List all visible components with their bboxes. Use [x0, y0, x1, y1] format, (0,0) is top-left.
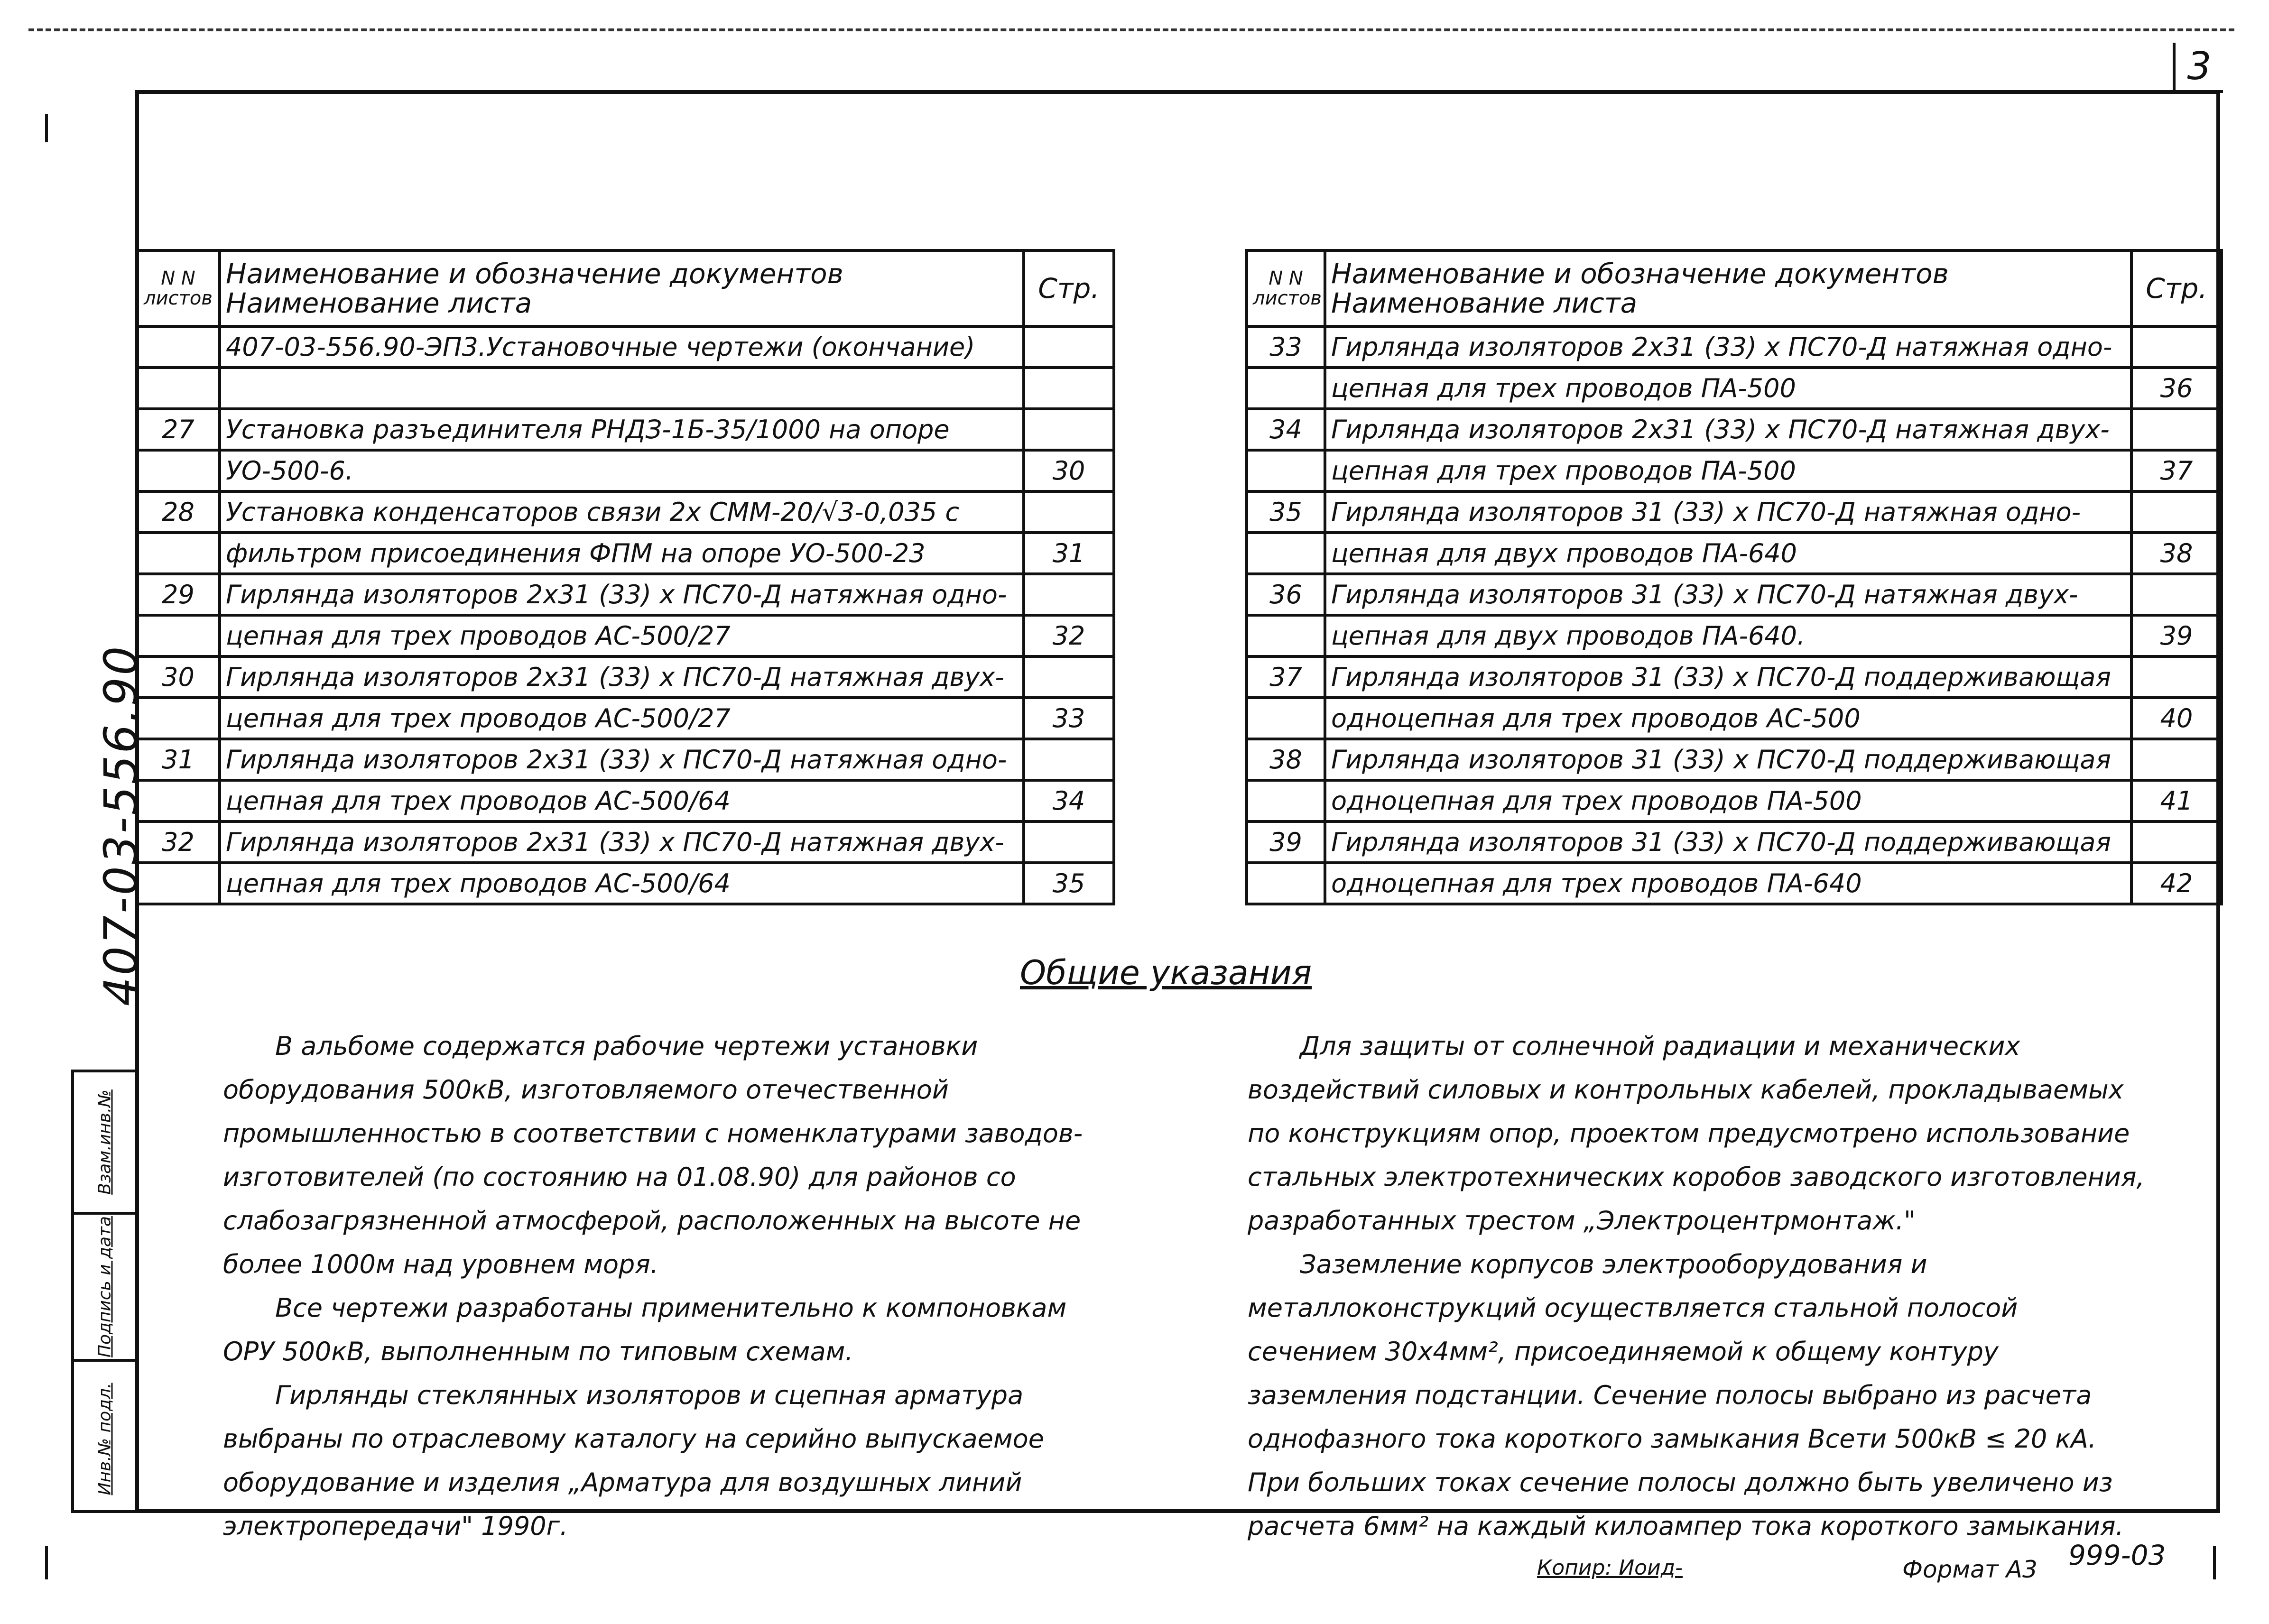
- row-sheet-no: [1247, 698, 1325, 739]
- table-row: [137, 368, 1114, 409]
- row-sheet-no: 29: [137, 574, 220, 615]
- table-row: [137, 450, 1114, 491]
- binding-label: Подпись и дата: [95, 1216, 114, 1358]
- row-name: Гирлянда изоляторов 2х31 (33) х ПС70-Д натяжная одно-: [1325, 326, 2131, 368]
- row-sheet-no: 32: [137, 821, 220, 863]
- row-sheet-no: [1247, 863, 1325, 904]
- row-name: Установка разъединителя РНДЗ-1Б-35/1000 на опоре: [220, 409, 1024, 450]
- row-page: 30: [1024, 450, 1114, 491]
- table-row: [1247, 780, 2222, 821]
- row-sheet-no: 30: [137, 656, 220, 698]
- row-name: Установка конденсаторов связи 2х СММ-20/√3-0,035 с: [220, 491, 1024, 533]
- table-row: [137, 780, 1114, 821]
- row-page: [1024, 409, 1114, 450]
- row-name: УО-500-6.: [220, 450, 1024, 491]
- top-dashed-line: [28, 28, 2234, 31]
- row-page: 39: [2131, 615, 2222, 656]
- row-name: цепная для трех проводов ПА-500: [1325, 450, 2131, 491]
- contents-table-left: [135, 249, 1115, 905]
- row-name: Гирлянда изоляторов 2х31 (33) х ПС70-Д натяжная двух-: [1325, 409, 2131, 450]
- header-page: Стр.: [1024, 250, 1114, 326]
- table-row: [137, 698, 1114, 739]
- table-row: [1247, 698, 2222, 739]
- row-name: Гирлянда изоляторов 31 (33) х ПС70-Д поддерживающая: [1325, 739, 2131, 780]
- footer-copy-label: Копир: Иоид-: [1537, 1556, 1683, 1580]
- row-sheet-no: 31: [137, 739, 220, 780]
- header-sheet-no: N N листов: [137, 250, 220, 326]
- row-sheet-no: [137, 863, 220, 904]
- table-row: [1247, 821, 2222, 863]
- table-row: [1247, 656, 2222, 698]
- row-page: [2131, 739, 2222, 780]
- note-paragraph: Заземление корпусов электрооборудования и металлоконструкций осуществляется стальной полосой сечением 30х4мм², присоединяемой к общему контуру заземления подстанции. Сечение полосы выбрано из расчета однофазного тока короткого замыкания Всети 500кВ ≤ 20 кА. При больших токах сечение полосы должно быть увеличено из расчета 6мм² на каждый килоампер тока короткого замыкания.: [1248, 1249, 2124, 1541]
- row-sheet-no: 27: [137, 409, 220, 450]
- header-page: Стр.: [2131, 250, 2222, 326]
- row-page: [2131, 491, 2222, 533]
- row-sheet-no: 37: [1247, 656, 1325, 698]
- table-row: [137, 615, 1114, 656]
- row-name: цепная для трех проводов АС-500/64: [220, 863, 1024, 904]
- row-sheet-no: 39: [1247, 821, 1325, 863]
- table-row: [137, 821, 1114, 863]
- row-page: [2131, 656, 2222, 698]
- row-sheet-no: 34: [1247, 409, 1325, 450]
- row-sheet-no: [1247, 368, 1325, 409]
- row-page: 32: [1024, 615, 1114, 656]
- row-page: [2131, 326, 2222, 368]
- table-row: [137, 409, 1114, 450]
- row-sheet-no: [137, 326, 220, 368]
- header-name-line2: Наименование листа: [226, 287, 532, 319]
- table-row: [137, 533, 1114, 574]
- table-row: [1247, 368, 2222, 409]
- table-row: [1247, 491, 2222, 533]
- table-row: [1247, 409, 2222, 450]
- row-sheet-no: [137, 615, 220, 656]
- row-name: фильтром присоединения ФПМ на опоре УО-500-23: [220, 533, 1024, 574]
- row-sheet-no: 36: [1247, 574, 1325, 615]
- row-page: [1024, 326, 1114, 368]
- table-row: [137, 491, 1114, 533]
- row-page: 34: [1024, 780, 1114, 821]
- row-page: [2131, 821, 2222, 863]
- header-sheet-no: N N листов: [1247, 250, 1325, 326]
- row-name: цепная для трех проводов АС-500/27: [220, 698, 1024, 739]
- table-row: [1247, 450, 2222, 491]
- row-name: Гирлянда изоляторов 31 (33) х ПС70-Д поддерживающая: [1325, 821, 2131, 863]
- row-page: 38: [2131, 533, 2222, 574]
- row-sheet-no: 33: [1247, 326, 1325, 368]
- note-paragraph: В альбоме содержатся рабочие чертежи установки оборудования 500кВ, изготовляемого отечественной промышленностью в соответствии с номенклатурами заводов-изготовителей (по состоянию на 01.08.90) для районов со слабозагрязненной атмосферой, расположенных на высоте не более 1000м над уровнем моря.: [223, 1031, 1083, 1279]
- row-sheet-no: [137, 533, 220, 574]
- row-page: [1024, 821, 1114, 863]
- header-name: [220, 250, 1024, 326]
- row-name: Гирлянда изоляторов 31 (33) х ПС70-Д натяжная двух-: [1325, 574, 2131, 615]
- row-name: Гирлянда изоляторов 2х31 (33) х ПС70-Д натяжная двух-: [220, 656, 1024, 698]
- row-name: цепная для двух проводов ПА-640.: [1325, 615, 2131, 656]
- row-page: 42: [2131, 863, 2222, 904]
- row-name: 407-03-556.90-ЭП3.Установочные чертежи (окончание): [220, 326, 1024, 368]
- row-name: одноцепная для трех проводов ПА-640: [1325, 863, 2131, 904]
- note-paragraph: Для защиты от солнечной радиации и механических воздействий силовых и контрольных кабелей, прокладываемых по конструкциям опор, проектом предусмотрено использование стальных электротехнических коробов заводского изготовления, разработанных трестом „Электроцентрмонтаж.": [1248, 1031, 2145, 1236]
- margin-tick: [45, 1546, 48, 1579]
- row-name: Гирлянда изоляторов 31 (33) х ПС70-Д поддерживающая: [1325, 656, 2131, 698]
- row-page: 31: [1024, 533, 1114, 574]
- row-sheet-no: [1247, 533, 1325, 574]
- binding-cell-inventory: [74, 1362, 135, 1516]
- note-paragraph: Гирлянды стеклянных изоляторов и сцепная арматура выбраны по отраслевому каталогу на серийно выпускаемое оборудование и изделия „Арматура для воздушных линий электропередачи" 1990г.: [223, 1380, 1044, 1541]
- page-number: 3: [2173, 43, 2223, 93]
- row-name: Гирлянда изоляторов 2х31 (33) х ПС70-Д натяжная одно-: [220, 739, 1024, 780]
- header-name-line1: Наименование и обозначение документов: [1331, 258, 1949, 290]
- table-header-row: [1247, 250, 2222, 326]
- row-name: Гирлянда изоляторов 2х31 (33) х ПС70-Д натяжная двух-: [220, 821, 1024, 863]
- notes-title: Общие указания: [1020, 953, 1312, 992]
- row-name: одноцепная для трех проводов ПА-500: [1325, 780, 2131, 821]
- row-page: [1024, 491, 1114, 533]
- row-name: одноцепная для трех проводов АС-500: [1325, 698, 2131, 739]
- row-sheet-no: [137, 780, 220, 821]
- row-sheet-no: [137, 450, 220, 491]
- table-row: [137, 863, 1114, 904]
- table-row: [1247, 739, 2222, 780]
- row-page: 33: [1024, 698, 1114, 739]
- row-sheet-no: 38: [1247, 739, 1325, 780]
- row-page: 40: [2131, 698, 2222, 739]
- row-name: Гирлянда изоляторов 2х31 (33) х ПС70-Д натяжная одно-: [220, 574, 1024, 615]
- binding-cell-replace: [74, 1072, 135, 1215]
- notes-left-column: [223, 1024, 1086, 1548]
- row-page: 41: [2131, 780, 2222, 821]
- row-name: цепная для двух проводов ПА-640: [1325, 533, 2131, 574]
- footer-format-label: Формат А3: [1902, 1556, 2037, 1583]
- note-paragraph: Все чертежи разработаны применительно к компоновкам ОРУ 500кВ, выполненным по типовым схемам.: [223, 1293, 1067, 1366]
- margin-tick: [2213, 1546, 2216, 1579]
- row-name: цепная для трех проводов АС-500/64: [220, 780, 1024, 821]
- margin-tick: [45, 114, 48, 142]
- row-sheet-no: [137, 368, 220, 409]
- footer-sheet-id: 999-03: [2068, 1539, 2166, 1571]
- binding-label: Взам.инв.№: [95, 1089, 114, 1195]
- table-header-row: [137, 250, 1114, 326]
- row-sheet-no: 35: [1247, 491, 1325, 533]
- row-sheet-no: 28: [137, 491, 220, 533]
- notes-right-column: [1248, 1024, 2149, 1548]
- table-row: [137, 739, 1114, 780]
- table-row: [1247, 615, 2222, 656]
- row-page: [2131, 409, 2222, 450]
- row-name: цепная для трех проводов ПА-500: [1325, 368, 2131, 409]
- row-page: [1024, 739, 1114, 780]
- table-row: [1247, 326, 2222, 368]
- header-name: [1325, 250, 2131, 326]
- row-sheet-no: [137, 698, 220, 739]
- table-row: [137, 574, 1114, 615]
- row-sheet-no: [1247, 450, 1325, 491]
- row-name: [220, 368, 1024, 409]
- row-name: Гирлянда изоляторов 31 (33) х ПС70-Д натяжная одно-: [1325, 491, 2131, 533]
- row-page: 37: [2131, 450, 2222, 491]
- row-page: 36: [2131, 368, 2222, 409]
- row-page: [2131, 574, 2222, 615]
- row-page: 35: [1024, 863, 1114, 904]
- table-row: [137, 326, 1114, 368]
- binding-cell-signature: [74, 1215, 135, 1362]
- row-page: [1024, 574, 1114, 615]
- row-sheet-no: [1247, 615, 1325, 656]
- header-name-line1: Наименование и обозначение документов: [226, 258, 843, 290]
- binding-strip: [71, 1070, 135, 1513]
- row-page: [1024, 368, 1114, 409]
- table-row: [1247, 863, 2222, 904]
- contents-table-right: [1245, 249, 2223, 905]
- table-row: [137, 656, 1114, 698]
- header-name-line2: Наименование листа: [1331, 287, 1638, 319]
- table-row: [1247, 533, 2222, 574]
- table-row: [1247, 574, 2222, 615]
- row-sheet-no: [1247, 780, 1325, 821]
- side-document-code: 407-03-556.90: [94, 644, 148, 1006]
- row-page: [1024, 656, 1114, 698]
- binding-label: Инв.№ подл.: [95, 1383, 114, 1495]
- row-name: цепная для трех проводов АС-500/27: [220, 615, 1024, 656]
